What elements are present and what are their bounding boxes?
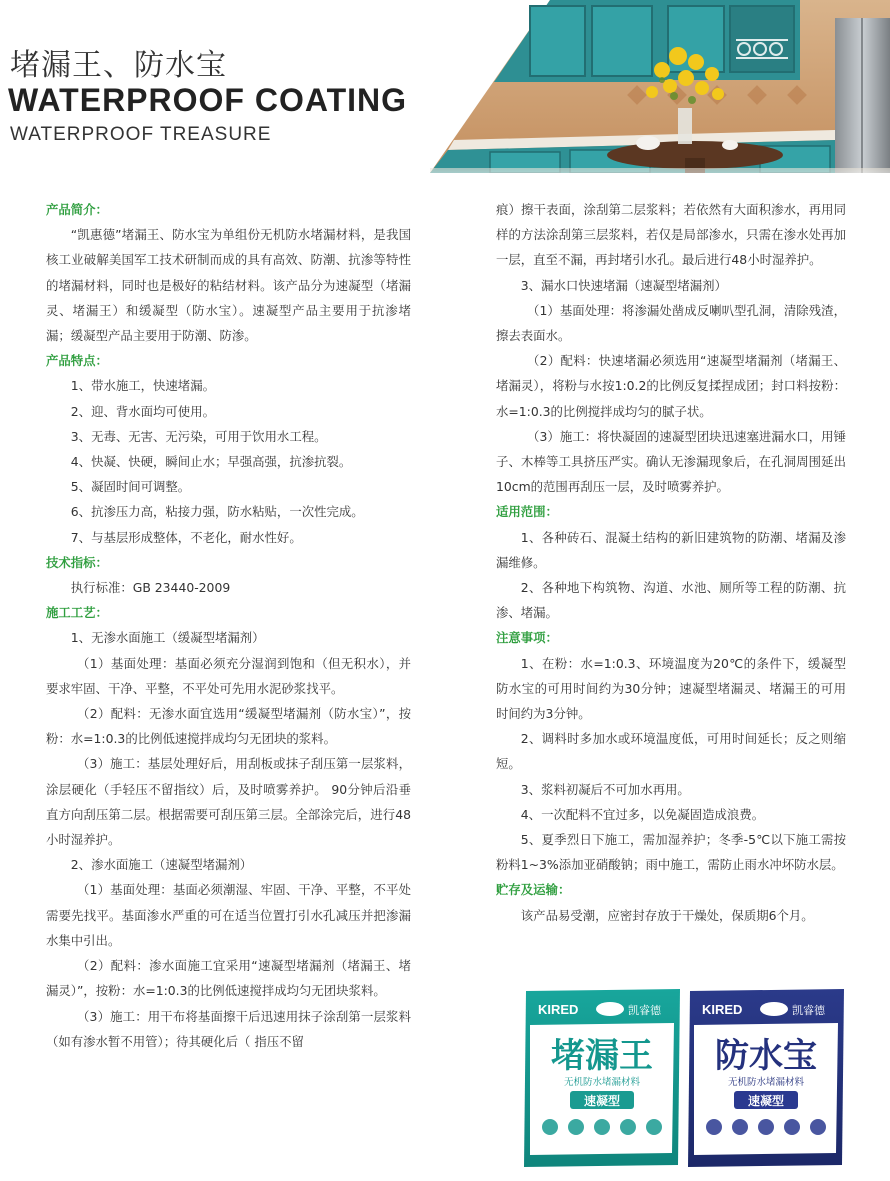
section-heading-storage: 贮存及运输： — [496, 882, 571, 898]
bag1-brand-cn: 凯睿德 — [628, 1004, 661, 1017]
title-chinese: 堵漏王、防水宝 — [10, 48, 227, 83]
product-bag-dulouwang — [524, 989, 680, 1167]
feature-item: 1、带水施工，快速堵漏。 — [70, 378, 215, 394]
scope-item: 1、各种砖石、混凝土结构的新旧建筑物的防潮、堵漏及渗漏维修。 — [496, 529, 846, 570]
kitchen-photo — [430, 0, 890, 173]
product-bags-image — [520, 985, 850, 1170]
bag2-brand-cn: 凯睿德 — [792, 1004, 825, 1017]
title-english: WATERPROOF COATING — [8, 82, 408, 118]
construction-step-text: 痕）擦干表面，涂刮第二层浆料；若依然有大面积渗水，再用同样的方法涂刮第三层浆料，若仅是局部渗水，只需在渗水处再加一层，直至不漏，再封堵引水孔。最后进行48小时湿养护。 — [496, 202, 846, 268]
storage-text: 该产品易受潮，应密封存放于干燥处，保质期6个月。 — [520, 907, 814, 923]
section-heading-tech: 技术指标： — [46, 554, 108, 570]
bag2-product-type: 速凝型 — [747, 1094, 785, 1108]
construction-step-text: （3）施工：用干布将基面擦干后迅速用抹子涂刮第一层浆料（如有渗水暂不用管）；待其硬化后（ 指压不留 — [46, 1008, 411, 1049]
intro-paragraph: “凯惠德”堵漏王、防水宝为单组份无机防水堵漏材料，是我国核工业破解美国军工技术研制而成的具有高效、防潮、抗渗等特性的堵漏材料，同时也是极好的粘结材料。该产品分为速凝型（堵漏灵、堵漏王）和缓凝型（防水宝）。速凝型产品主要用于抗渗堵漏；缓凝型产品主要用于防潮、防渗。 — [46, 227, 411, 344]
bag2-product-desc: 无机防水堵漏材料 — [727, 1077, 805, 1088]
construction-step-text: （1）基面处理：基面必须潮湿、牢固、干净、平整，不平处需要先找平。基面渗水严重的可在适当位置打引水孔减压并把渗漏水集中引出。 — [46, 882, 411, 948]
section-heading-notes: 注意事项： — [496, 630, 558, 646]
construction-step-title: 2、渗水面施工（速凝型堵漏剂） — [70, 857, 253, 873]
bag1-product-desc: 无机防水堵漏材料 — [563, 1077, 641, 1088]
construction-step-text: （1）基面处理：基面必须充分湿润到饱和（但无积水），并要求牢固、干净、平整，不平处可先用水泥砂浆找平。 — [46, 655, 411, 696]
scope-item: 2、各种地下构筑物、沟道、水池、厕所等工程的防潮、抗渗、堵漏。 — [496, 580, 846, 621]
construction-step-text: （3）施工：基层处理好后，用刮板或抹子刮压第一层浆料，涂层硬化（手轻压不留指纹）后，及时喷雾养护。 90分钟后沿垂直方向刮压第二层。根据需要可刮压第三层。全部涂完后，进行48小时湿养护。 — [46, 756, 411, 848]
bag1-product-name: 堵漏王 — [551, 1036, 653, 1076]
bag2-brand: KIRED — [702, 1002, 743, 1017]
note-item: 1、在粉：水=1:0.3、环境温度为20℃的条件下，缓凝型防水宝的可用时间约为30分钟；速凝型堵漏灵、堵漏王的可用时间约为3分钟。 — [496, 655, 846, 722]
product-bag-fangshuibao — [688, 989, 844, 1167]
construction-step-text: （3）施工：将快凝固的速凝型团块迅速塞进漏水口，用锤子、木棒等工具挤压严实。确认无渗漏现象后，在孔洞周围延出10cm的范围再刮压一层，及时喷雾养护。 — [496, 428, 846, 495]
note-item: 2、调料时多加水或环境温度低，可用时间延长；反之则缩短。 — [496, 731, 846, 772]
note-item: 5、夏季烈日下施工，需加湿养护；冬季-5℃以下施工需按粉料1~3%添加亚硝酸钠；雨中施工，需防止雨水冲坏防水层。 — [496, 832, 846, 873]
right-column — [496, 197, 846, 928]
note-item: 4、一次配料不宜过多，以免凝固造成浪费。 — [520, 806, 765, 822]
feature-item: 6、抗渗压力高，粘接力强，防水粘贴，一次性完成。 — [70, 504, 364, 520]
left-column — [46, 197, 411, 1054]
feature-item: 3、无毒、无害、无污染，可用于饮用水工程。 — [70, 428, 327, 444]
subtitle-english: WATERPROOF TREASURE — [10, 124, 272, 145]
construction-step-title: 3、漏水口快速堵漏（速凝型堵漏剂） — [520, 277, 727, 293]
construction-step-text: （2）配料：渗水面施工宜采用“速凝型堵漏剂（堵漏王、堵漏灵）”，按粉：水=1:0.3的比例低速搅拌成均匀无团块浆料。 — [46, 958, 411, 999]
construction-step-text: （2）配料：无渗水面宜选用“缓凝型堵漏剂（防水宝）”，按粉：水=1:0.3的比例低速搅拌成均匀无团块的浆料。 — [46, 706, 411, 747]
section-heading-features: 产品特点： — [46, 353, 108, 369]
section-heading-scope: 适用范围： — [496, 504, 558, 520]
bag1-product-type: 速凝型 — [583, 1094, 621, 1108]
feature-item: 5、凝固时间可调整。 — [70, 479, 191, 495]
tech-standard: 执行标准：GB 23440-2009 — [70, 580, 231, 596]
feature-item: 7、与基层形成整体，不老化，耐水性好。 — [70, 529, 302, 545]
page-header — [0, 0, 890, 180]
section-heading-construction: 施工工艺： — [46, 605, 108, 621]
section-heading-intro: 产品简介： — [46, 202, 108, 217]
bag2-product-name: 防水宝 — [715, 1036, 817, 1076]
construction-step-text: （2）配料：快速堵漏必须选用“速凝型堵漏剂（堵漏王、堵漏灵），将粉与水按1:0.2的比例反复揉捏成团；封口料按粉：水=1:0.3的比例搅拌成均匀的腻子状。 — [496, 353, 846, 419]
feature-item: 2、迎、背水面均可使用。 — [70, 403, 215, 419]
construction-step-text: （1）基面处理：将渗漏处凿成反喇叭型孔洞，清除残渣，擦去表面水。 — [496, 302, 846, 344]
bag1-brand: KIRED — [538, 1002, 579, 1017]
construction-step-title: 1、无渗水面施工（缓凝型堵漏剂） — [70, 630, 265, 646]
feature-item: 4、快凝、快硬，瞬间止水；早强高强，抗渗抗裂。 — [70, 454, 352, 470]
note-item: 3、浆料初凝后不可加水再用。 — [520, 781, 690, 797]
